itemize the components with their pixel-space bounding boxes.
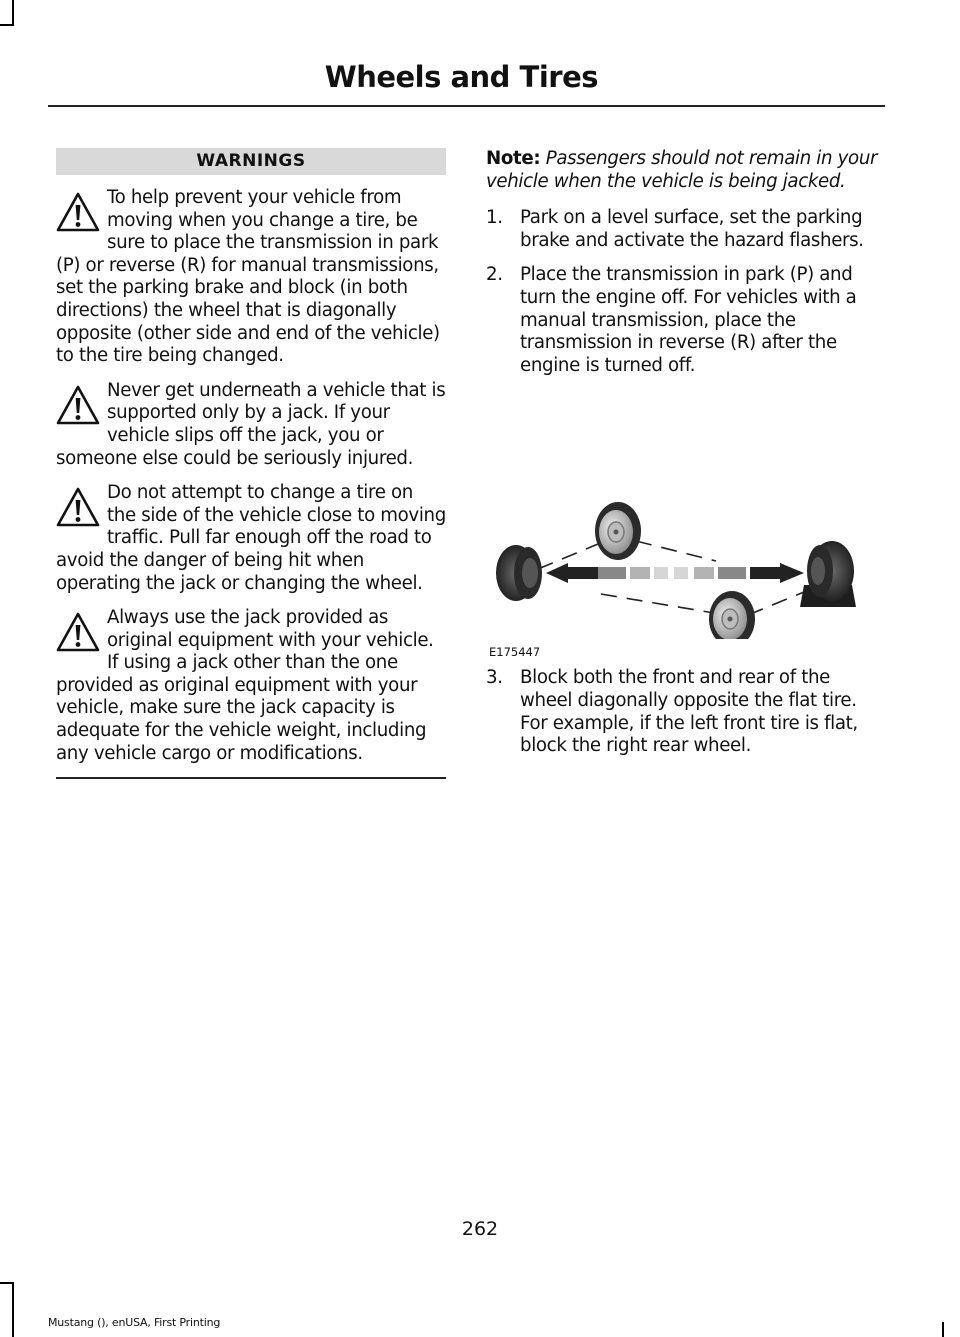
- crop-mark: [12, 0, 14, 26]
- procedure-section: [486, 148, 881, 770]
- wheel-blocking-illustration: [486, 389, 881, 659]
- warning-triangle-icon: [56, 191, 100, 233]
- tire-right-blocked-icon: [800, 541, 856, 607]
- page-number: 262: [461, 1218, 499, 1240]
- page-title: Wheels and Tires: [324, 60, 598, 94]
- step-text: Block both the front and rear of the wheel diagonally opposite the flat tire. For example, if the left front tire is flat, block the right rear wheel.: [520, 667, 858, 757]
- tire-bottom-icon: [709, 591, 755, 639]
- warning-item: [56, 607, 446, 765]
- warnings-heading: WARNINGS: [56, 148, 446, 175]
- crop-mark: [942, 1322, 944, 1337]
- crop-mark: [0, 1282, 14, 1284]
- crop-mark: [12, 1282, 14, 1337]
- step-text: Park on a level surface, set the parking brake and activate the hazard flashers.: [520, 207, 864, 251]
- footer-text: Mustang (), enUSA, First Printing: [48, 1316, 221, 1329]
- warning-text: Always use the jack provided as original equipment with your vehicle. If using a jack other than the one provided as original equipment with your vehicle, make sure the jack capacity is adequate for the vehicle weight, including any vehicle cargo or modifications.: [56, 607, 434, 764]
- tire-top-icon: [595, 502, 641, 560]
- section-end-rule: [56, 777, 446, 779]
- header-rule: [48, 105, 885, 107]
- diagonal-wheels-diagram: [486, 389, 881, 639]
- step-number: 2.: [486, 264, 503, 286]
- step-item: [486, 264, 881, 377]
- warnings-section: [56, 148, 446, 779]
- step-text: Place the transmission in park (P) and turn the engine off. For vehicles with a manual transmission, place the transmission in reverse (R) after the engine is turned off.: [520, 264, 857, 376]
- note: [486, 148, 881, 193]
- step-number: 1.: [486, 207, 503, 229]
- warning-item: [56, 187, 446, 368]
- step-number: 3.: [486, 667, 503, 689]
- warning-text: To help prevent your vehicle from moving when you change a tire, be sure to place the transmission in park (P) or reverse (R) for manual transmissions, set the parking brake and block (in both directions) the wheel that is diagonally opposite (other side and end of the vehicle) to the tire being changed.: [56, 187, 440, 367]
- warning-triangle-icon: [56, 384, 100, 426]
- figure-id: E175447: [489, 645, 541, 660]
- warning-triangle-icon: [56, 611, 100, 653]
- step-item: [486, 667, 881, 757]
- warning-triangle-icon: [56, 486, 100, 528]
- warning-item: [56, 380, 446, 470]
- warning-item: [56, 482, 446, 595]
- tire-left-icon: [496, 545, 542, 601]
- warning-text: Do not attempt to change a tire on the side of the vehicle close to moving traffic. Pull far enough off the road to avoid the danger of being hit when operating the jack or changing the wheel.: [56, 482, 446, 594]
- note-label: Note:: [486, 148, 541, 169]
- step-item: [486, 207, 881, 252]
- note-text: Passengers should not remain in your vehicle when the vehicle is being jacked.: [486, 148, 878, 192]
- warning-text: Never get underneath a vehicle that is supported only by a jack. If your vehicle slips off the jack, you or someone else could be seriously injured.: [56, 379, 446, 469]
- crop-mark: [0, 24, 14, 26]
- direction-arrow: [546, 563, 804, 583]
